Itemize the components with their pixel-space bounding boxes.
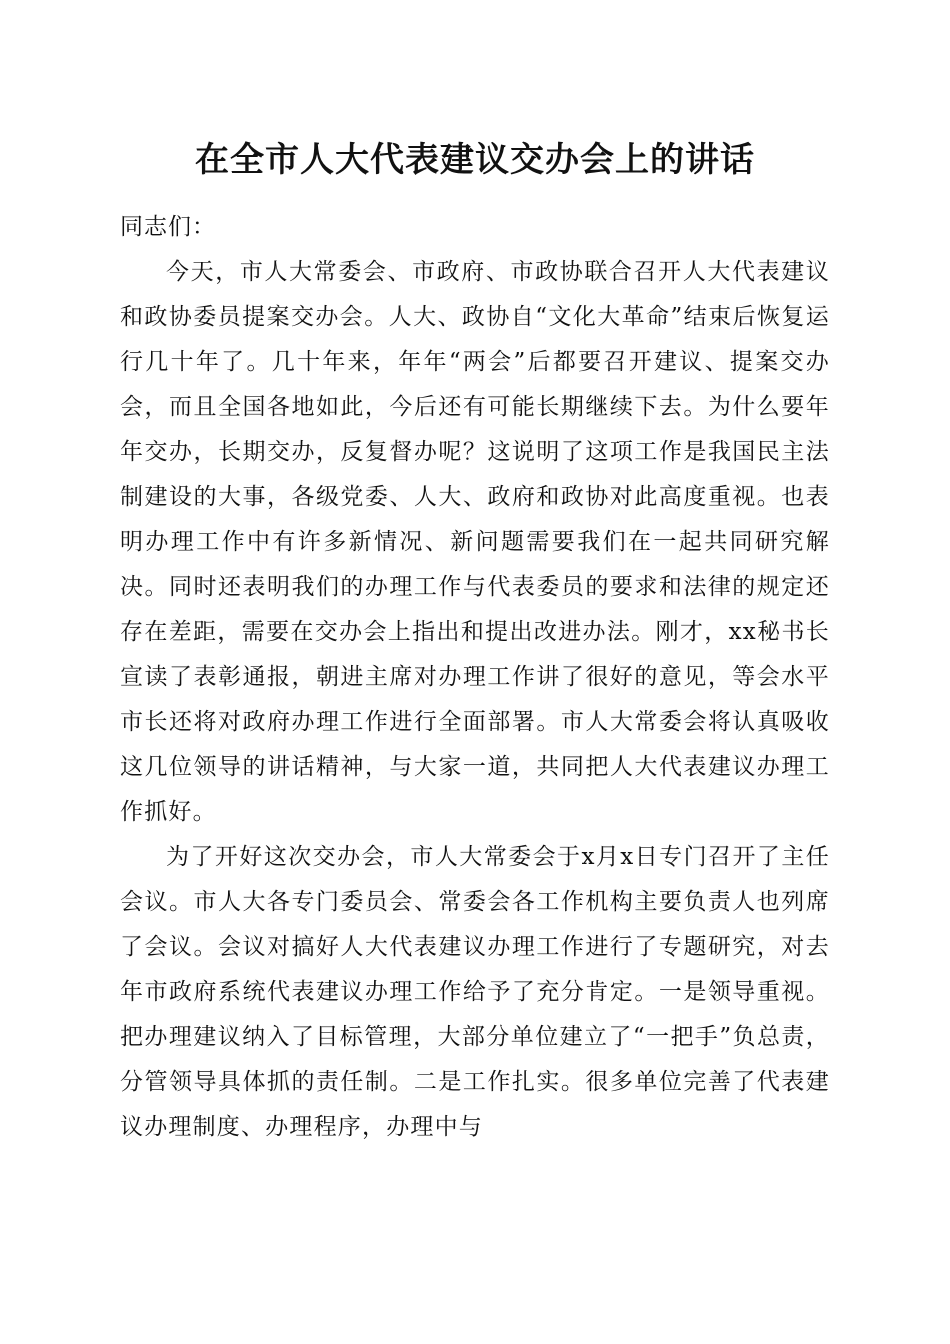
paragraph-1: 今天，市人大常委会、市政府、市政协联合召开人大代表建议和政协委员提案交办会。人大、政协自“文化大革命”结束后恢复运行几十年了。几十年来，年年“两会”后都要召开建议、提案交办会，而且全国各地如此，今后还有可能长期继续下去。为什么要年年交办，长期交办，反复督办呢？这说明了这项工作是我国民主法制建设的大事，各级党委、人大、政府和政协对此高度重视。也表明办理工作中有许多新情况、新问题需要我们在一起共同研究解决。同时还表明我们的办理工作与代表委员的要求和法律的规定还存在差距，需要在交办会上指出和提出改进办法。刚才，xx秘书长宣读了表彰通报，朝进主席对办理工作讲了很好的意见，等会水平市长还将对政府办理工作进行全面部署。市人大常委会将认真吸收这几位领导的讲话精神，与大家一道，共同把人大代表建议办理工作抓好。: [120, 259, 830, 825]
speech-body: [120, 205, 830, 1150]
paragraph-2: 为了开好这次交办会，市人大常委会于x月x日专门召开了主任会议。市人大各专门委员会、常委会各工作机构主要负责人也列席了会议。会议对搞好人大代表建议办理工作进行了专题研究，对去年市政府系统代表建议办理工作给予了充分肯定。一是领导重视。把办理建议纳入了目标管理，大部分单位建立了“一把手”负总责，分管领导具体抓的责任制。二是工作扎实。很多单位完善了代表建议办理制度、办理程序，办理中与: [120, 844, 830, 1140]
salutation: 同志们：: [120, 214, 216, 240]
page-title: 在全市人大代表建议交办会上的讲话: [195, 140, 755, 180]
